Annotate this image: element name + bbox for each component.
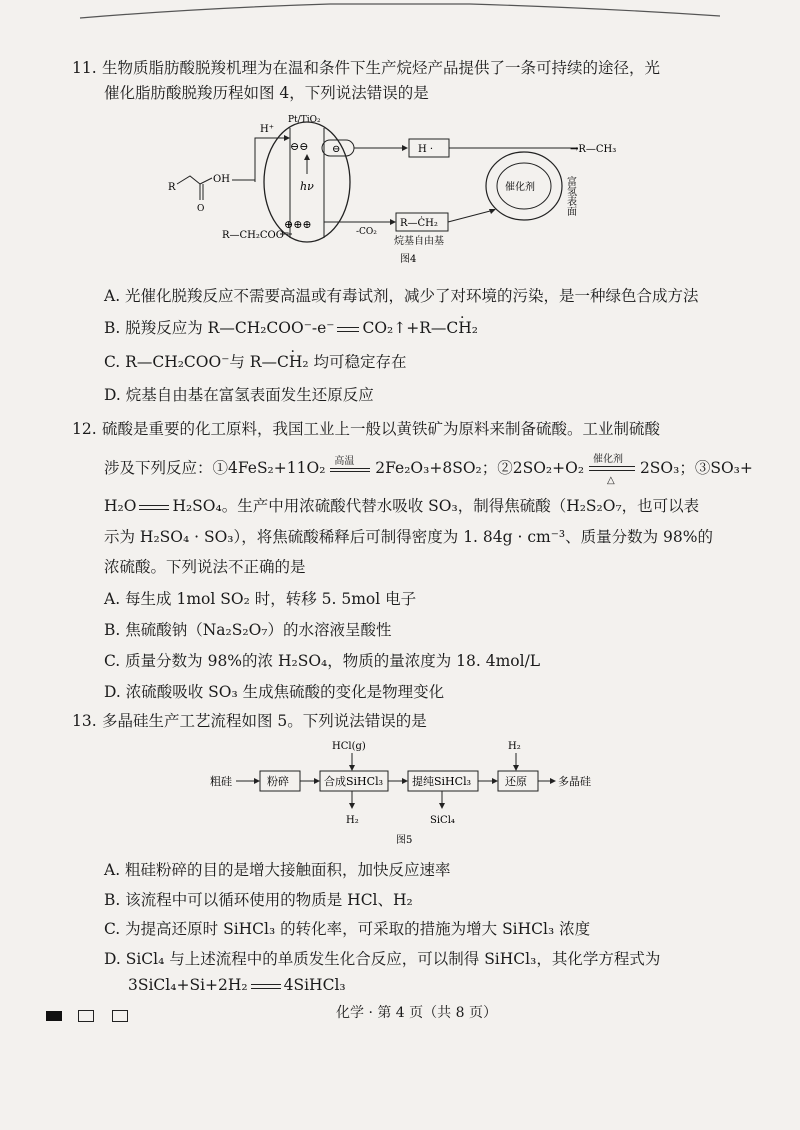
q11-stem-line2: 催化脂肪酸脱羧历程如图 4，下列说法错误的是 [104, 84, 429, 102]
footer-mark-box-2 [112, 1010, 128, 1022]
q12-option-d: D. 浓硫酸吸收 SO₃ 生成焦硫酸的变化是物理变化 [104, 683, 445, 701]
q11-option-c: C. R—CH₂COO⁻与 R—· CH₂ 均可稳定存在 [104, 352, 407, 372]
q12-option-a: A. 每生成 1mol SO₂ 时，转移 5. 5mol 电子 [104, 590, 417, 608]
q12-stem-line2: 涉及下列反应：①4FeS₂+11O₂ 高温 2Fe₂O₃+8SO₂；②2SO₂+O₂ 催化剂 △ 2SO₃；③SO₃+ [104, 454, 753, 486]
fig4-alkyl: R—ĊH₂ [400, 218, 438, 229]
fig5-sicl4: SiCl₄ [430, 815, 455, 826]
figure-5 [200, 735, 620, 850]
q13-option-a: A. 粗硅粉碎的目的是增大接触面积，加快反应速率 [104, 861, 451, 879]
q12-option-b: B. 焦硫酸钠（Na₂S₂O₇）的水溶液呈酸性 [104, 621, 392, 639]
q13-option-c: C. 为提高还原时 SiHCl₃ 的转化率，可采取的措施为增大 SiHCl₃ 浓度 [104, 920, 591, 938]
fig5-step2: 合成SiHCl₃ [324, 775, 383, 788]
fig5-raw: 粗硅 [210, 775, 232, 788]
fig5-step1: 粉碎 [267, 775, 289, 788]
fig4-hplus: H⁺ [260, 124, 274, 135]
fig4-catalyst-label: Pt/TiO₂ [288, 115, 321, 125]
fig5-step3: 提纯SiHCl₃ [412, 775, 471, 788]
fig5-caption: 图5 [396, 835, 413, 846]
q11-option-d: D. 烷基自由基在富氢表面发生还原反应 [104, 386, 374, 404]
q12-option-c: C. 质量分数为 98%的浓 H₂SO₄，物质的量浓度为 18. 4mol/L [104, 652, 541, 670]
fig4-catalyst: 催化剂 [505, 182, 535, 193]
figure-5-flowchart [200, 735, 620, 850]
q11-number: 11. [72, 59, 97, 77]
fig4-h-radical: H · [418, 144, 434, 155]
fig4-minus-co2: -CO₂ [356, 227, 377, 237]
footer-mark-box-1 [78, 1010, 94, 1022]
fig4-o: O [197, 204, 205, 214]
figure-4-diagram [160, 110, 660, 275]
q12-number: 12. [72, 420, 97, 438]
fig5-product: 多晶硅 [558, 775, 591, 788]
fig4-hydrogen-surface: 富氢表面 [564, 176, 576, 216]
q11-option-b: B. 脱羧反应为 R—CH₂COO⁻-e⁻ CO₂↑+R—· CH₂ [104, 318, 478, 338]
q11-stem-line1: 生物质脂肪酸脱羧机理为在温和条件下生产烷烃产品提供了一条可持续的途径，光 [102, 59, 661, 77]
q13-option-b: B. 该流程中可以循环使用的物质是 HCl、H₂ [104, 891, 413, 909]
fig5-h2-in: H₂ [508, 741, 521, 752]
fig4-electron: ⊖ [332, 144, 341, 155]
q13-option-d-line1: D. SiCl₄ 与上述流程中的单质发生化合反应，可以制得 SiHCl₃，其化学方程式为 [104, 950, 661, 968]
q12-stem-line3: H₂O H₂SO₄。生产中用浓硫酸代替水吸收 SO₃，制得焦硫酸（H₂S₂O₇，也可以表 [104, 497, 700, 515]
q13-option-d-line2: 3SiCl₄+Si+2H₂ 4SiHCl₃ [128, 976, 346, 994]
page-footer: 化学 · 第 4 页（共 8 页） [336, 1005, 497, 1021]
fig5-step4: 还原 [505, 775, 527, 788]
q12-stem-line1: 硫酸是重要的化工原料，我国工业上一般以黄铁矿为原料来制备硫酸。工业制硫酸 [102, 420, 661, 438]
fig4-electrons: ⊖⊖ [290, 140, 309, 153]
figure-4 [160, 110, 660, 275]
q12-stem-line5: 浓硫酸。下列说法不正确的是 [104, 558, 306, 576]
fig4-oh: OH [213, 174, 230, 185]
fig4-hv: hν [300, 180, 314, 193]
top-scan-rule [0, 0, 800, 30]
fig4-product: →R—CH₃ [570, 144, 617, 155]
fig5-h2-out: H₂ [346, 815, 359, 826]
fig4-holes: ⊕⊕⊕ [284, 218, 312, 231]
q13-stem: 多晶硅生产工艺流程如图 5。下列说法错误的是 [102, 712, 427, 730]
fig4-alkyl-label: 烷基自由基 [394, 236, 444, 247]
q12-stem-line4: 示为 H₂SO₄ · SO₃），将焦硫酸稀释后可制得密度为 1. 84g · cm⁻³、质量分数为 98%的 [104, 528, 713, 546]
fig4-caption: 图4 [400, 254, 417, 265]
q11-option-a: A. 光催化脱羧反应不需要高温或有毒试剂，减少了对环境的污染，是一种绿色合成方法 [104, 287, 699, 305]
fig5-hcl: HCl(g) [332, 741, 366, 752]
footer-mark-filled [46, 1011, 62, 1021]
q13-number: 13. [72, 712, 97, 730]
fig4-carboxylate: R—CH₂COO⁻ [222, 230, 290, 241]
fig4-r-group: R [168, 182, 176, 193]
